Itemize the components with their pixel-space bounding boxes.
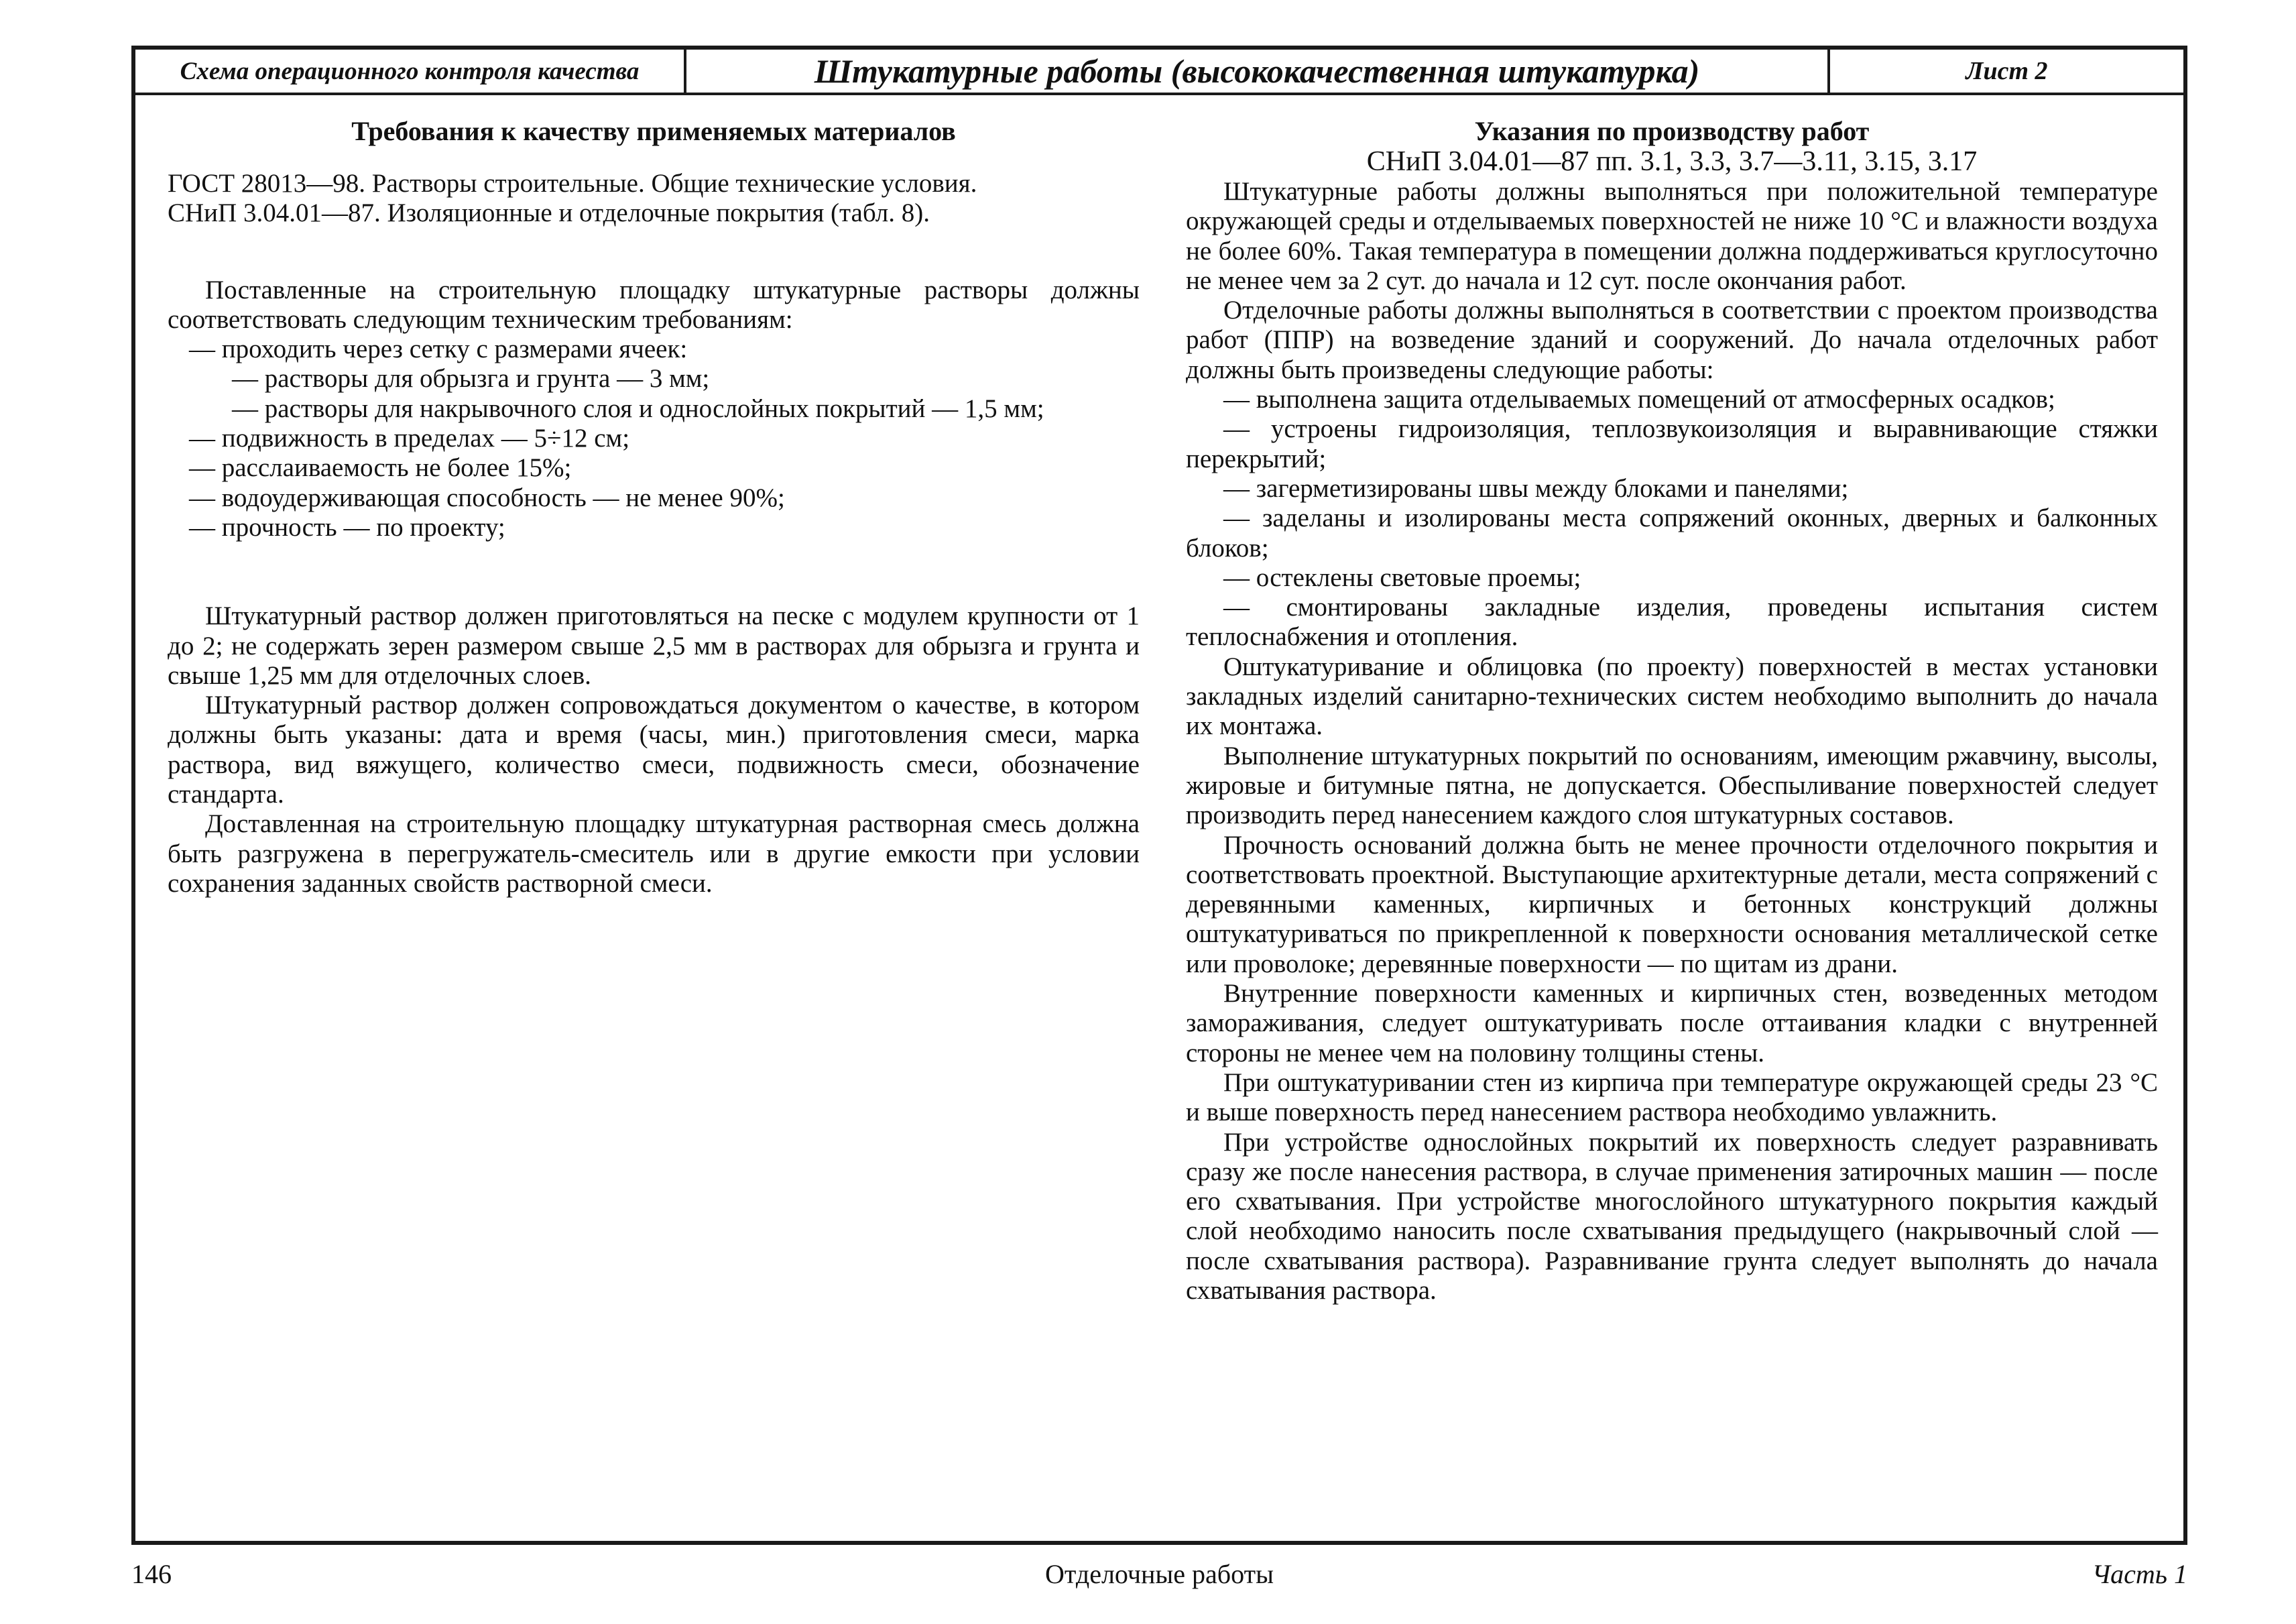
title-block xyxy=(135,50,2183,95)
work-instructions-column xyxy=(1186,117,2158,1306)
paragraph: Внутренние поверхности каменных и кирпичных стен, возведенных методом замораживания, следует оштукатуривать после оттаивания кладки с внутренней стороны не менее чем на половину толщины стены. xyxy=(1186,979,2158,1067)
list-item: — заделаны и изолированы места сопряжений оконных, дверных и балконных блоков; xyxy=(1186,504,2158,563)
paragraph: Доставленная на строительную площадку штукатурная растворная смесь должна быть разгружена в перегружатель-смеситель или в другие емкости при условии сохранения заданных свойств растворной смеси. xyxy=(168,809,1140,898)
sheet-frame xyxy=(131,46,2187,1545)
list-item: — расслаиваемость не более 15%; xyxy=(189,453,572,483)
preliminary-works-list xyxy=(1186,385,2158,652)
page-footer xyxy=(131,1558,2187,1591)
instructions-reference: СНиП 3.04.01—87 пп. 3.1, 3.3, 3.7—3.11, 3.15, 3.17 xyxy=(1366,146,1978,177)
reference-snip: СНиП 3.04.01—87. Изоляционные и отделочные покрытия (табл. 8). xyxy=(168,198,930,228)
materials-column xyxy=(168,117,1140,898)
paragraph: Оштукатуривание и облицовка (по проекту) поверхностей в местах установки закладных изделий санитарно-технических систем необходимо выполнить до начала их монтажа. xyxy=(1186,652,2158,741)
list-item: — остеклены световые проемы; xyxy=(1223,563,1581,592)
list-item: — прочность — по проекту; xyxy=(189,512,505,542)
paragraph: При оштукатуривании стен из кирпича при температуре окружающей среды 23 °С и выше поверхность перед нанесением раствора необходимо увлажнить. xyxy=(1186,1067,2158,1127)
paragraph: Штукатурные работы должны выполняться при положительной температуре окружающей среды и отделываемых поверхностей не ниже 10 °С и влажности воздуха не более 60%. Такая температура в помещении должна поддерживаться круглосуточно не менее чем за 2 сут. до начала и 12 сут. после окончания работ. xyxy=(1186,177,2158,295)
list-item: — проходить через сетку с размерами ячеек: xyxy=(189,335,688,364)
list-item: — выполнена защита отделываемых помещений от атмосферных осадков; xyxy=(1223,385,2055,414)
section-name: Отделочные работы xyxy=(1045,1559,1274,1589)
reference-gost: ГОСТ 28013—98. Растворы строительные. Общие технические условия. xyxy=(168,169,977,198)
requirements-intro: Поставленные на строительную площадку штукатурные растворы должны соответствовать следующим техническим требованиям: xyxy=(168,275,1140,334)
requirements-list xyxy=(168,335,1140,542)
materials-heading: Требования к качеству применяемых материалов xyxy=(351,116,956,146)
list-item: — растворы для обрызга и грунта — 3 мм; xyxy=(232,364,710,394)
list-item: — растворы для накрывочного слоя и однослойных покрытий — 1,5 мм; xyxy=(232,394,1044,423)
sheet-number: Лист 2 xyxy=(1966,57,2048,85)
list-item: — подвижность в пределах — 5÷12 см; xyxy=(189,424,630,453)
scheme-label: Схема операционного контроля качества xyxy=(135,50,686,93)
paragraph: Выполнение штукатурных покрытий по основаниям, имеющим ржавчину, высолы, жировые и битумные пятна, не допускается. Обеспыливание поверхностей следует производить перед нанесением каждого слоя штукатурных составов. xyxy=(1186,741,2158,830)
part-label: Часть 1 xyxy=(2092,1559,2187,1589)
document-title: Штукатурные работы (высококачественная штукатурка) xyxy=(686,50,1830,93)
paragraph: Штукатурный раствор должен приготовляться на песке с модулем крупности от 1 до 2; не содержать зерен размером свыше 2,5 мм в растворах для обрызга и грунта и свыше 1,25 мм для отделочных слоев. xyxy=(168,601,1140,690)
list-item: — водоудерживающая способность — не менее 90%; xyxy=(189,483,785,512)
list-item: — устроены гидроизоляция, теплозвукоизоляция и выравнивающие стяжки перекрытий; xyxy=(1186,414,2158,473)
paragraph: При устройстве однослойных покрытий их поверхность следует разравнивать сразу же после нанесения раствора, в случае применения затирочных машин — после его схватывания. При устройстве многослойного штукатурного покрытия каждый слой необходимо наносить после схватывания предыдущего (накрывочный слой — после схватывания раствора). Разравнивание грунта следует выполнять до начала схватывания раствора. xyxy=(1186,1127,2158,1305)
paragraph: Прочность оснований должна быть не менее прочности отделочного покрытия и соответствовать проектной. Выступающие архитектурные детали, места сопряжений с деревянными каменных, кирпичных и бетонных конструкций должны оштукатуриваться по прикрепленной к поверхности основания металлической сетке или проволоке; деревянные поверхности — по щитам из драни. xyxy=(1186,830,2158,978)
paragraph: Штукатурный раствор должен сопровождаться документом о качестве, в котором должны быть указаны: дата и время (часы, мин.) приготовления смеси, марка раствора, вид вяжущего, количество смеси, подвижность смеси, обозначение стандарта. xyxy=(168,691,1140,809)
instructions-heading: Указания по производству работ xyxy=(1474,116,1870,146)
list-item: — смонтированы закладные изделия, проведены испытания систем теплоснабжения и отопления. xyxy=(1186,593,2158,652)
paragraph: Отделочные работы должны выполняться в соответствии с проектом производства работ (ППР) на возведение зданий и сооружений. До начала отделочных работ должны быть произведены следующие работы: xyxy=(1186,296,2158,384)
page-number: 146 xyxy=(131,1559,172,1589)
list-item: — загерметизированы швы между блоками и панелями; xyxy=(1223,473,1849,503)
